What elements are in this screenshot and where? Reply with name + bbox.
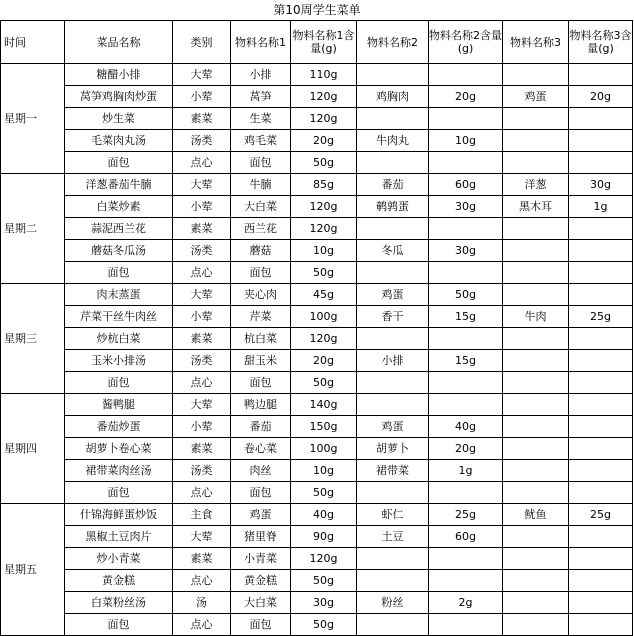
material1-amount-cell: 50g (291, 614, 357, 636)
material1-cell: 莴笋 (231, 86, 291, 108)
header-cell-material2-amount: 物料名称2含量(g) (429, 21, 503, 64)
material3-cell (503, 130, 569, 152)
material3-amount-cell (569, 592, 633, 614)
material3-amount-cell (569, 482, 633, 504)
table-row (1, 570, 633, 592)
dish-name-cell: 黑椒土豆肉片 (65, 526, 173, 548)
dish-name-cell: 裙带菜肉丝汤 (65, 460, 173, 482)
material3-cell: 洋葱 (503, 174, 569, 196)
material1-cell: 甜玉米 (231, 350, 291, 372)
material1-amount-cell: 120g (291, 328, 357, 350)
category-cell: 素菜 (173, 218, 231, 240)
day-cell: 星期二 (1, 174, 65, 284)
material2-cell: 鸡蛋 (357, 416, 429, 438)
dish-name-cell: 蒜泥西兰花 (65, 218, 173, 240)
category-cell: 大荤 (173, 64, 231, 86)
material2-amount-cell: 15g (429, 306, 503, 328)
material2-amount-cell (429, 262, 503, 284)
material1-cell: 肉丝 (231, 460, 291, 482)
material2-amount-cell (429, 482, 503, 504)
material1-amount-cell: 20g (291, 350, 357, 372)
material3-amount-cell (569, 328, 633, 350)
material1-amount-cell: 50g (291, 482, 357, 504)
material3-cell (503, 64, 569, 86)
material3-amount-cell (569, 460, 633, 482)
header-cell-material3: 物料名称3 (503, 21, 569, 64)
material1-amount-cell: 50g (291, 262, 357, 284)
table-row (1, 504, 633, 526)
material1-cell: 牛腩 (231, 174, 291, 196)
table-row (1, 284, 633, 306)
material2-amount-cell: 25g (429, 504, 503, 526)
table-row (1, 526, 633, 548)
table-row (1, 108, 633, 130)
material2-cell (357, 548, 429, 570)
category-cell: 素菜 (173, 108, 231, 130)
material2-cell (357, 262, 429, 284)
material2-cell (357, 152, 429, 174)
dish-name-cell: 面包 (65, 482, 173, 504)
material2-cell (357, 218, 429, 240)
material2-cell: 虾仁 (357, 504, 429, 526)
dish-name-cell: 肉末蒸蛋 (65, 284, 173, 306)
material2-amount-cell: 20g (429, 86, 503, 108)
table-row (1, 592, 633, 614)
material2-cell: 土豆 (357, 526, 429, 548)
material2-cell: 胡萝卜 (357, 438, 429, 460)
material3-cell: 鱿鱼 (503, 504, 569, 526)
material1-cell: 芹菜 (231, 306, 291, 328)
header-cell-time: 时间 (1, 21, 65, 64)
category-cell: 小荤 (173, 306, 231, 328)
material1-cell: 猪里脊 (231, 526, 291, 548)
material1-amount-cell: 100g (291, 306, 357, 328)
dish-name-cell: 面包 (65, 262, 173, 284)
material1-cell: 小青菜 (231, 548, 291, 570)
material1-amount-cell: 120g (291, 108, 357, 130)
material1-cell: 生菜 (231, 108, 291, 130)
material3-cell (503, 350, 569, 372)
material2-amount-cell (429, 394, 503, 416)
dish-name-cell: 面包 (65, 372, 173, 394)
table-row (1, 306, 633, 328)
material3-amount-cell (569, 372, 633, 394)
category-cell: 素菜 (173, 548, 231, 570)
material3-amount-cell (569, 108, 633, 130)
material3-amount-cell (569, 416, 633, 438)
material3-cell (503, 438, 569, 460)
material2-amount-cell (429, 64, 503, 86)
material3-cell (503, 328, 569, 350)
material3-amount-cell (569, 548, 633, 570)
material2-cell (357, 394, 429, 416)
material1-amount-cell: 30g (291, 592, 357, 614)
category-cell: 点心 (173, 262, 231, 284)
table-row (1, 548, 633, 570)
material2-cell (357, 482, 429, 504)
menu-table-body (1, 21, 633, 636)
material3-cell (503, 614, 569, 636)
table-row (1, 130, 633, 152)
header-cell-material1: 物料名称1 (231, 21, 291, 64)
header-row (1, 21, 633, 64)
menu-table (0, 20, 633, 636)
dish-name-cell: 面包 (65, 614, 173, 636)
material2-cell (357, 614, 429, 636)
dish-name-cell: 黄金糕 (65, 570, 173, 592)
category-cell: 小荤 (173, 86, 231, 108)
material3-cell (503, 592, 569, 614)
material1-cell: 大白菜 (231, 592, 291, 614)
material2-cell: 冬瓜 (357, 240, 429, 262)
material3-cell (503, 394, 569, 416)
material2-amount-cell (429, 372, 503, 394)
table-row (1, 64, 633, 86)
material2-amount-cell: 1g (429, 460, 503, 482)
material2-amount-cell (429, 328, 503, 350)
material1-cell: 大白菜 (231, 196, 291, 218)
material2-cell: 鸡胸肉 (357, 86, 429, 108)
category-cell: 素菜 (173, 328, 231, 350)
material2-cell: 鸡蛋 (357, 284, 429, 306)
header-cell-material2: 物料名称2 (357, 21, 429, 64)
table-row (1, 174, 633, 196)
material3-cell (503, 108, 569, 130)
material2-cell (357, 328, 429, 350)
material3-amount-cell (569, 64, 633, 86)
material3-cell (503, 526, 569, 548)
material3-amount-cell (569, 350, 633, 372)
material2-cell: 鹌鹑蛋 (357, 196, 429, 218)
material1-amount-cell: 20g (291, 130, 357, 152)
header-cell-dish: 菜品名称 (65, 21, 173, 64)
dish-name-cell: 什锦海鲜蛋炒饭 (65, 504, 173, 526)
day-cell: 星期四 (1, 394, 65, 504)
table-row (1, 240, 633, 262)
dish-name-cell: 炒小青菜 (65, 548, 173, 570)
material1-cell: 面包 (231, 614, 291, 636)
material1-cell: 面包 (231, 262, 291, 284)
material1-cell: 西兰花 (231, 218, 291, 240)
material3-amount-cell: 30g (569, 174, 633, 196)
material1-amount-cell: 10g (291, 240, 357, 262)
table-row (1, 482, 633, 504)
material1-amount-cell: 100g (291, 438, 357, 460)
header-cell-material3-amount: 物料名称3含量(g) (569, 21, 633, 64)
table-row (1, 350, 633, 372)
dish-name-cell: 洋葱番茄牛腩 (65, 174, 173, 196)
dish-name-cell: 玉米小排汤 (65, 350, 173, 372)
material3-cell (503, 284, 569, 306)
category-cell: 点心 (173, 372, 231, 394)
material1-amount-cell: 120g (291, 196, 357, 218)
dish-name-cell: 白菜炒素 (65, 196, 173, 218)
material2-cell: 裙带菜 (357, 460, 429, 482)
material3-amount-cell: 25g (569, 306, 633, 328)
material1-cell: 鸡毛菜 (231, 130, 291, 152)
material3-amount-cell (569, 438, 633, 460)
table-row (1, 262, 633, 284)
material1-cell: 鸡蛋 (231, 504, 291, 526)
material1-amount-cell: 50g (291, 570, 357, 592)
material1-cell: 番茄 (231, 416, 291, 438)
material2-cell: 粉丝 (357, 592, 429, 614)
material2-amount-cell (429, 570, 503, 592)
material2-cell: 番茄 (357, 174, 429, 196)
material1-amount-cell: 50g (291, 372, 357, 394)
category-cell: 点心 (173, 614, 231, 636)
material1-amount-cell: 90g (291, 526, 357, 548)
table-row (1, 152, 633, 174)
material3-amount-cell (569, 614, 633, 636)
material3-cell (503, 240, 569, 262)
dish-name-cell: 芹菜干丝牛肉丝 (65, 306, 173, 328)
category-cell: 汤类 (173, 240, 231, 262)
material1-amount-cell: 45g (291, 284, 357, 306)
material2-cell (357, 372, 429, 394)
dish-name-cell: 炒杭白菜 (65, 328, 173, 350)
table-row (1, 218, 633, 240)
material2-amount-cell: 40g (429, 416, 503, 438)
dish-name-cell: 酱鸭腿 (65, 394, 173, 416)
material3-amount-cell: 25g (569, 504, 633, 526)
material1-cell: 夹心肉 (231, 284, 291, 306)
category-cell: 点心 (173, 570, 231, 592)
material3-cell (503, 372, 569, 394)
material2-cell (357, 64, 429, 86)
header-cell-category: 类别 (173, 21, 231, 64)
material3-amount-cell (569, 218, 633, 240)
material3-cell (503, 460, 569, 482)
dish-name-cell: 胡萝卜卷心菜 (65, 438, 173, 460)
material1-amount-cell: 120g (291, 548, 357, 570)
table-row (1, 460, 633, 482)
category-cell: 大荤 (173, 394, 231, 416)
material3-amount-cell (569, 394, 633, 416)
dish-name-cell: 糖醋小排 (65, 64, 173, 86)
table-row (1, 438, 633, 460)
material1-amount-cell: 50g (291, 152, 357, 174)
material1-cell: 黄金糕 (231, 570, 291, 592)
material2-amount-cell: 2g (429, 592, 503, 614)
material1-cell: 蘑菇 (231, 240, 291, 262)
category-cell: 大荤 (173, 526, 231, 548)
material2-cell (357, 570, 429, 592)
dish-name-cell: 莴笋鸡胸肉炒蛋 (65, 86, 173, 108)
material1-amount-cell: 140g (291, 394, 357, 416)
category-cell: 汤类 (173, 460, 231, 482)
material3-amount-cell (569, 526, 633, 548)
header-cell-material1-amount: 物料名称1含量(g) (291, 21, 357, 64)
day-cell: 星期五 (1, 504, 65, 636)
material2-amount-cell: 10g (429, 130, 503, 152)
material3-amount-cell (569, 570, 633, 592)
table-row (1, 372, 633, 394)
material1-amount-cell: 110g (291, 64, 357, 86)
material2-amount-cell (429, 108, 503, 130)
material3-cell (503, 262, 569, 284)
material2-amount-cell: 15g (429, 350, 503, 372)
material3-cell: 鸡蛋 (503, 86, 569, 108)
day-cell: 星期三 (1, 284, 65, 394)
dish-name-cell: 番茄炒蛋 (65, 416, 173, 438)
material2-amount-cell: 30g (429, 240, 503, 262)
material3-amount-cell (569, 262, 633, 284)
material2-amount-cell (429, 152, 503, 174)
material3-cell: 牛肉 (503, 306, 569, 328)
material2-amount-cell: 60g (429, 526, 503, 548)
table-row (1, 328, 633, 350)
dish-name-cell: 白菜粉丝汤 (65, 592, 173, 614)
material2-amount-cell: 30g (429, 196, 503, 218)
material3-amount-cell (569, 152, 633, 174)
category-cell: 小荤 (173, 416, 231, 438)
dish-name-cell: 毛菜肉丸汤 (65, 130, 173, 152)
material1-cell: 面包 (231, 372, 291, 394)
material1-cell: 卷心菜 (231, 438, 291, 460)
material3-cell (503, 570, 569, 592)
category-cell: 点心 (173, 152, 231, 174)
material1-cell: 面包 (231, 482, 291, 504)
material2-amount-cell (429, 548, 503, 570)
material3-amount-cell (569, 284, 633, 306)
category-cell: 主食 (173, 504, 231, 526)
category-cell: 汤 (173, 592, 231, 614)
material1-amount-cell: 10g (291, 460, 357, 482)
material2-cell: 牛肉丸 (357, 130, 429, 152)
dish-name-cell: 蘑菇冬瓜汤 (65, 240, 173, 262)
table-row (1, 614, 633, 636)
category-cell: 汤类 (173, 130, 231, 152)
material1-amount-cell: 40g (291, 504, 357, 526)
material1-amount-cell: 120g (291, 218, 357, 240)
material3-amount-cell: 20g (569, 86, 633, 108)
material3-cell (503, 152, 569, 174)
material3-amount-cell (569, 240, 633, 262)
material2-amount-cell: 60g (429, 174, 503, 196)
material2-amount-cell: 50g (429, 284, 503, 306)
table-row (1, 86, 633, 108)
material2-amount-cell (429, 218, 503, 240)
table-row (1, 196, 633, 218)
category-cell: 汤类 (173, 350, 231, 372)
category-cell: 素菜 (173, 438, 231, 460)
material3-amount-cell (569, 130, 633, 152)
category-cell: 小荤 (173, 196, 231, 218)
material1-cell: 杭白菜 (231, 328, 291, 350)
material3-cell (503, 482, 569, 504)
material2-cell: 小排 (357, 350, 429, 372)
page-title: 第10周学生菜单 (273, 3, 361, 17)
material2-cell: 香干 (357, 306, 429, 328)
material1-cell: 面包 (231, 152, 291, 174)
material2-amount-cell: 20g (429, 438, 503, 460)
table-row (1, 416, 633, 438)
dish-name-cell: 面包 (65, 152, 173, 174)
dish-name-cell: 炒生菜 (65, 108, 173, 130)
material1-cell: 小排 (231, 64, 291, 86)
material3-cell: 黑木耳 (503, 196, 569, 218)
material3-cell (503, 218, 569, 240)
material2-cell (357, 108, 429, 130)
material1-amount-cell: 120g (291, 86, 357, 108)
table-row (1, 394, 633, 416)
category-cell: 大荤 (173, 284, 231, 306)
material1-amount-cell: 150g (291, 416, 357, 438)
material3-amount-cell: 1g (569, 196, 633, 218)
day-cell: 星期一 (1, 64, 65, 174)
material1-amount-cell: 85g (291, 174, 357, 196)
category-cell: 点心 (173, 482, 231, 504)
material1-cell: 鸭边腿 (231, 394, 291, 416)
material2-amount-cell (429, 614, 503, 636)
material3-cell (503, 416, 569, 438)
material3-cell (503, 548, 569, 570)
category-cell: 大荤 (173, 174, 231, 196)
